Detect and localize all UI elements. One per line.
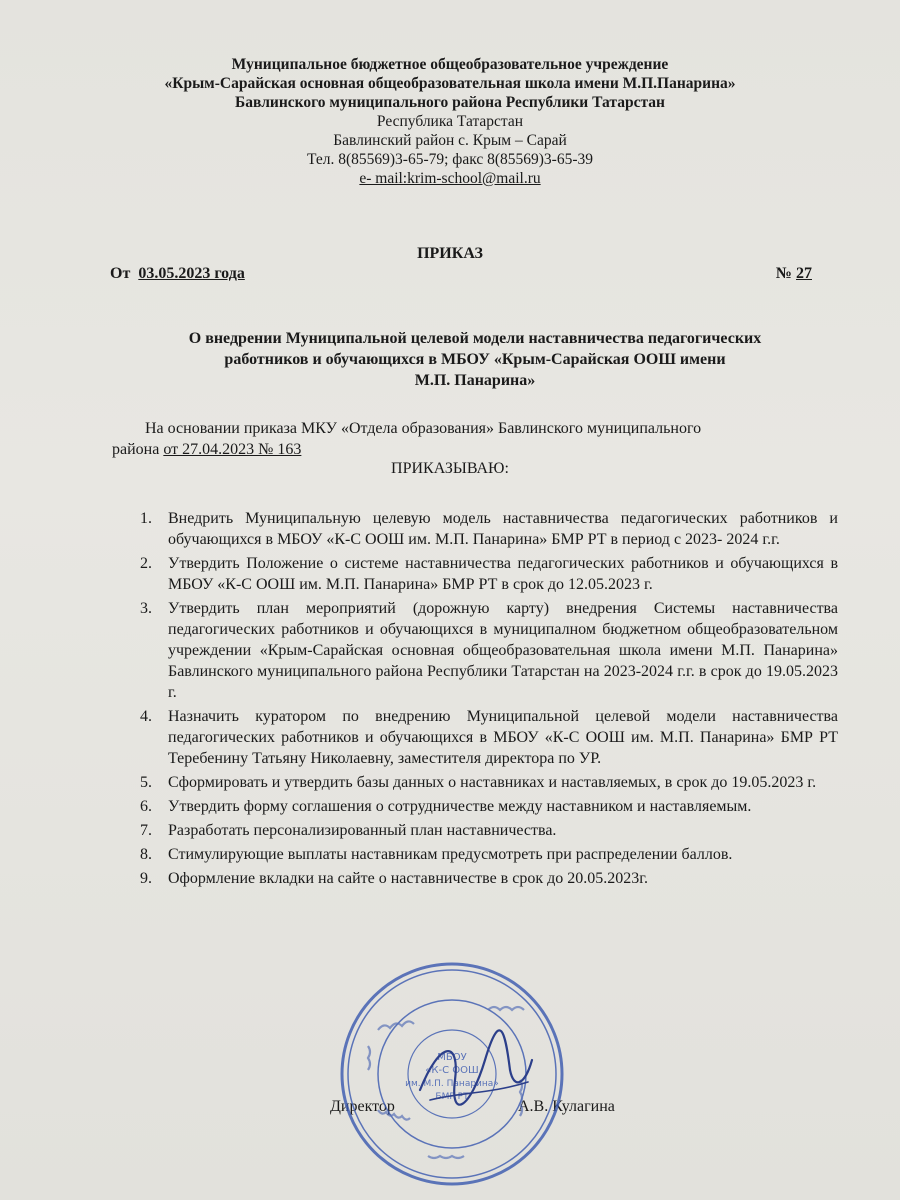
order-date-number [110,265,812,283]
list-item: 8. Стимулирующие выплаты наставникам предусмотреть при распределении баллов. [140,846,733,863]
order-from-label: От [110,265,131,282]
order-number-label: № [775,265,792,282]
handwritten-signature-icon [410,1020,540,1120]
stamp-center-line-2: «К-С ООШ [425,1065,479,1076]
list-item: 4. Назначить куратором по внедрению Муниципальной целевой модели наставничества педагогических работников и обучающихся в МБОУ «К-С ООШ им. М.П. Панарина» БМР РТ Теребенину Татьяну Николаевну, заместителя директора по УР. [140,708,838,767]
basis-reference: от 27.04.2023 № 163 [163,441,302,458]
order-subject [150,328,800,391]
subject-line-1: О внедрении Муниципальной целевой модели наставничества педагогических [188,330,762,347]
list-item: 2. Утвердить Положение о системе наставничества педагогических работников и обучающихся в МБОУ «К-С ООШ им. М.П. Панарина» БМР РТ в срок до 12.05.2023 г. [140,555,838,593]
order-items-list [130,508,838,892]
stamp-center-line-3: им. М.П. Панарина» [405,1079,499,1089]
org-email[interactable]: е- mail:krim-school@mail.ru [359,170,541,187]
list-item: 6. Утвердить форму соглашения о сотрудничестве между наставником и наставляемым. [140,798,752,815]
basis-line-2 [112,439,834,460]
signer-role: Директор [330,1098,395,1115]
list-item: 1. Внедрить Муниципальную целевую модель наставничества педагогических работников и обучающихся в МБОУ «К-С ООШ им. М.П. Панарина» БМР РТ в период с 2023- 2024 г.г. [140,510,838,548]
stamp-center-line-1: МБОУ [437,1052,467,1063]
list-item: 5. Сформировать и утвердить базы данных о наставниках и наставляемых, в срок до 19.05.2023 г. [140,774,817,791]
order-number-block [776,265,812,283]
list-item: 3. Утвердить план мероприятий (дорожную карту) внедрения Системы наставничества педагогических работников и обучающихся в муниципалном бюджетном общеобразовательном учреждении «Крым-Сарайская основная общеобразовательная школа имени М.П. Панарина» Бавлинского муниципального района Республики Татарстан на 2023-2024 г.г. в срок до 19.05.2023 г. [140,600,838,701]
order-number: 27 [796,265,812,282]
org-type: Муниципальное бюджетное общеобразовательное учреждение [231,56,669,73]
basis-line-1: На основании приказа МКУ «Отдела образования» Бавлинского муниципального [145,420,702,437]
basis-prefix: района [112,441,160,458]
list-item: 9. Оформление вкладки на сайте о наставничестве в срок до 20.05.2023г. [140,870,648,887]
signer-name: А.В. Кулагина [518,1098,615,1115]
org-name: «Крым-Сарайская основная общеобразовательная школа имени М.П.Панарина» [164,75,736,92]
org-district: Бавлинского муниципального района Республики Татарстан [235,94,665,111]
order-title: ПРИКАЗ [417,245,483,262]
subject-line-3: М.П. Панарина» [414,372,536,389]
stamp-center-line-4: БМР РТ [435,1092,469,1102]
org-address: Бавлинский район с. Крым – Сарай [333,132,567,149]
subject-line-2: работников и обучающихся в МБОУ «Крым-Сарайская ООШ имени [224,351,726,368]
org-phone: Тел. 8(85569)3-65-79; факс 8(85569)3-65-39 [306,151,594,168]
list-item: 7. Разработать персонализированный план наставничества. [140,822,557,839]
decree-word: ПРИКАЗЫВАЮ: [391,460,509,477]
order-date: 03.05.2023 года [138,265,245,282]
org-republic: Республика Татарстан [376,113,524,130]
order-basis [112,418,834,460]
letterhead [0,55,900,188]
